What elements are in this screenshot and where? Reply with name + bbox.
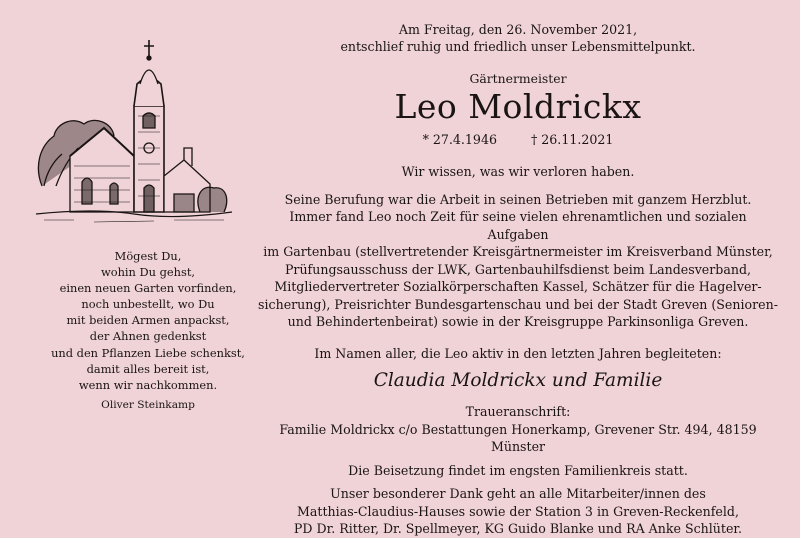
biography-line: im Gartenbau (stellvertretender Kreisgärtnermeister im Kreisverband Münster, xyxy=(263,244,773,259)
mourning-address xyxy=(258,403,778,456)
poem-line: mit beiden Armen anpackst, xyxy=(66,313,230,328)
thanks-line: Matthias-Claudius-Hauses sowie der Station 3 in Greven-Reckenfeld, xyxy=(297,503,739,519)
quote: Wir wissen, was wir verloren haben. xyxy=(401,164,635,179)
poem-line: und den Pflanzen Liebe schenkst, xyxy=(51,345,245,360)
biography-line: Seine Berufung war die Arbeit in seinen Betrieben mit ganzem Herzblut. xyxy=(284,191,752,207)
intro-line: Am Freitag, den 26. November 2021, xyxy=(398,22,638,37)
intro xyxy=(258,22,778,55)
poem-author: Oliver Steinkamp xyxy=(101,398,195,411)
left-column xyxy=(28,36,268,411)
biography-line: Mitgliedervertreter Sozialkörperschaften Kassel, Schätzer für die Hagelver- xyxy=(274,279,762,294)
church-illustration xyxy=(34,36,234,236)
burial-note: Die Beisetzung findet im engsten Familienkreis statt. xyxy=(348,462,688,478)
address-line: Familie Moldrickx c/o Bestattungen Honerkamp, Grevener Str. 494, 48159 Münster xyxy=(279,421,757,454)
poem-line: der Ahnen gedenkst xyxy=(89,329,207,344)
biography-line: Prüfungsausschuss der LWK, Gartenbauhilfsdienst beim Landesverband, xyxy=(284,261,752,277)
poem-line: wenn wir nachkommen. xyxy=(78,377,218,392)
profession: Gärtnermeister xyxy=(469,71,567,86)
poem-line: wohin Du gehst, xyxy=(100,265,196,280)
biography-line: und Behindertenbeirat) sowie in der Kreisgruppe Parkinsonliga Greven. xyxy=(287,314,749,329)
thanks-line: Unser besonderer Dank geht an alle Mitarbeiter/innen des xyxy=(330,486,706,501)
poem xyxy=(28,248,268,413)
life-dates xyxy=(258,132,778,147)
on-behalf-line: Im Namen aller, die Leo aktiv in den letzten Jahren begleiteten: xyxy=(314,345,722,361)
poem-line: einen neuen Garten vorfinden, xyxy=(59,281,237,296)
biography-line: sicherung), Preisrichter Bundesgartenschau und bei der Stadt Greven (Senioren- xyxy=(258,296,778,312)
main-column xyxy=(258,22,778,538)
biography-line: Immer fand Leo noch Zeit für seine vielen ehrenamtlichen und sozialen Aufgaben xyxy=(289,209,747,242)
biography xyxy=(258,191,778,331)
intro-line: entschlief ruhig und friedlich unser Lebensmittelpunkt. xyxy=(340,38,696,54)
thanks-line: PD Dr. Ritter, Dr. Spellmeyer, KG Guido Blanke und RA Anke Schlüter. xyxy=(293,521,743,536)
death-date: † 26.11.2021 xyxy=(530,132,614,147)
family-signature: Claudia Moldrickx und Familie xyxy=(373,370,663,391)
birth-date: * 27.4.1946 xyxy=(422,132,497,147)
thanks xyxy=(258,485,778,538)
deceased-name: Leo Moldrickx xyxy=(394,87,642,126)
poem-line: noch unbestellt, wo Du xyxy=(81,297,215,312)
address-label: Traueranschrift: xyxy=(465,404,571,419)
poem-line: damit alles bereit ist, xyxy=(86,361,210,376)
poem-line: Mögest Du, xyxy=(114,249,182,263)
